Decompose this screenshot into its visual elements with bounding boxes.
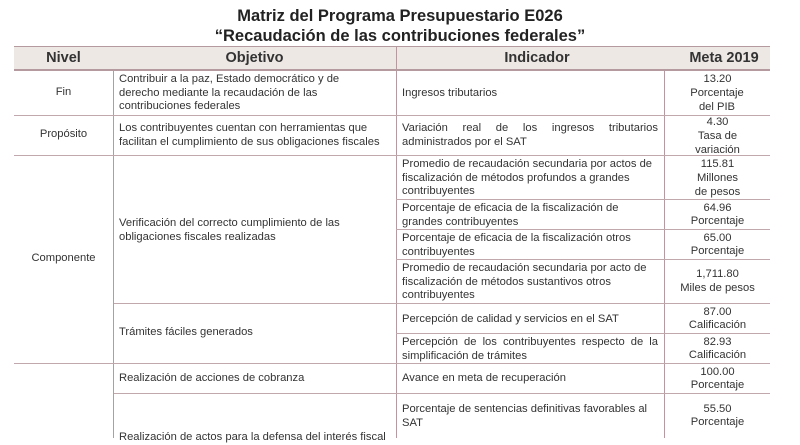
meta-eficacia-grandes-value: 64.96 [703,202,732,214]
meta-percepcion-tramites-value: 82.93 [703,336,732,348]
meta-percepcion-tramites-unit: Calificación [688,349,747,361]
meta-recuperacion-value: 100.00 [700,366,735,378]
meta-sentencias-value: 55.50 [703,403,732,415]
indicador-fin: Ingresos tributarios [402,87,498,99]
header-nivel: Nivel [46,50,81,66]
indicador-sentencias: Porcentaje de sentencias definitivas favorables al SAT [402,403,648,429]
meta-eficacia-grandes-unit: Porcentaje [690,215,745,227]
header-meta: Meta 2019 [689,50,759,66]
row-divider [14,363,770,364]
indicador-percepcion-tramites: Percepción de los contribuyentes respecto de la simplificación de trámites [402,336,658,362]
meta-recaudacion-grandes-unit: Millones de pesos [694,172,741,198]
page-title: Matriz del Programa Presupuestario E026 [237,7,563,25]
indicador-percepcion-calidad: Percepción de calidad y servicios en el SAT [402,313,619,325]
indicador-recuperacion: Avance en meta de recuperación [402,372,566,384]
nivel-proposito: Propósito [39,128,88,140]
meta-proposito-unit: Tasa de variación [695,130,740,156]
column-divider [396,69,397,438]
objetivo-tramites: Trámites fáciles generados [119,326,253,338]
header-objetivo: Objetivo [225,50,284,66]
objetivo-proposito: Los contribuyentes cuentan con herramientas que facilitan el cumplimiento de sus obligaciones fiscales [119,122,380,148]
meta-percepcion-calidad-value: 87.00 [703,306,732,318]
row-divider [396,259,770,260]
row-divider [396,229,770,230]
indicador-eficacia-otros: Porcentaje de eficacia de la fiscalización otros contribuyentes [402,232,631,258]
nivel-componente: Componente [31,252,96,264]
column-divider [113,69,114,438]
meta-eficacia-otros-value: 65.00 [703,232,732,244]
meta-recaudacion-grandes-value: 115.81 [700,158,735,170]
meta-recaudacion-otros-unit: Miles de pesos [680,282,755,294]
header-indicador: Indicador [504,50,570,66]
meta-fin-value: 13.20 [703,73,732,85]
row-divider [396,333,770,334]
nivel-fin: Fin [55,86,72,98]
indicador-proposito: Variación real de los ingresos tributarios administrados por el SAT [402,122,658,148]
meta-fin-unit: Porcentaje del PIB [690,87,744,113]
indicador-recaudacion-otros: Promedio de recaudación secundaria por acto de fiscalización de métodos sustantivos otros contribuyentes [402,262,647,301]
meta-recuperacion-unit: Porcentaje [690,379,745,391]
objetivo-cobranza: Realización de acciones de cobranza [119,372,305,384]
indicador-recaudacion-grandes: Promedio de recaudación secundaria por actos de fiscalización de métodos profundos a grandes contribuyentes [402,158,653,197]
meta-eficacia-otros-unit: Porcentaje [690,245,745,257]
table-header [14,46,770,71]
row-divider [14,155,770,156]
meta-sentencias-unit: Porcentaje [690,416,745,428]
page-subtitle: “Recaudación de las contribuciones federales” [214,27,586,45]
indicador-eficacia-grandes: Porcentaje de eficacia de la fiscalización de grandes contribuyentes [402,202,619,228]
row-divider [14,115,770,116]
objetivo-fin: Contribuir a la paz, Estado democrático y de derecho mediante la recaudación de las contribuciones federales [119,73,340,112]
row-divider [396,199,770,200]
objetivo-verificacion: Verificación del correcto cumplimiento de las obligaciones fiscales realizadas [119,217,340,243]
column-divider [396,46,397,69]
meta-recaudacion-otros-value: 1,711.80 [696,268,739,280]
row-divider [114,393,770,394]
meta-proposito-value: 4.30 [706,116,729,128]
row-divider [114,303,770,304]
meta-percepcion-calidad-unit: Calificación [688,319,747,331]
objetivo-defensa: Realización de actos para la defensa del interés fiscal [119,431,386,443]
